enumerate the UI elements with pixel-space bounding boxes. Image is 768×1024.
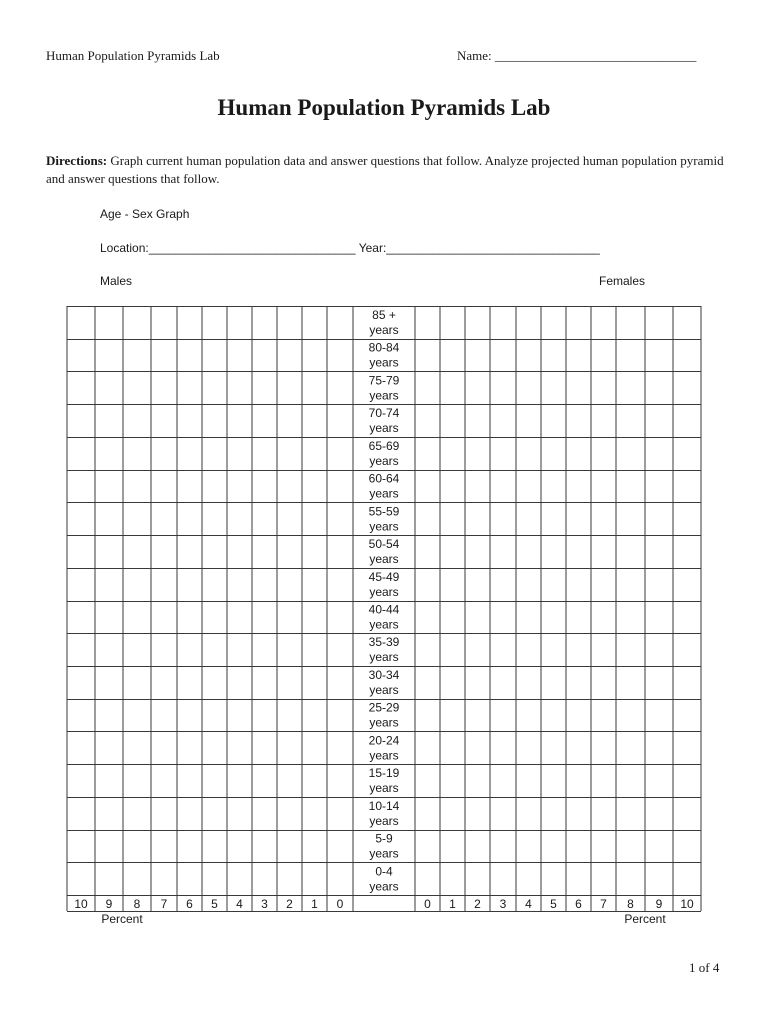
age-group-label: 50-54 [368,537,400,552]
age-group-label: 55-59 [368,504,400,519]
directions-label: Directions: [46,153,108,168]
age-group-years-label: years [369,552,399,567]
female-axis-tick-label: 0 [424,897,431,911]
age-group-years-label: years [369,650,399,665]
age-group-label: 5-9 [375,831,393,846]
age-group-label: 75-79 [368,373,400,388]
female-axis-tick-label: 4 [525,897,532,911]
age-group-years-label: years [369,453,399,468]
percent-label-right: Percent [624,912,666,926]
male-axis-tick-label: 1 [311,897,318,911]
age-group-label: 65-69 [368,438,400,453]
age-group-label: 85 + [372,308,396,322]
age-group-years-label: years [369,617,399,632]
age-group-years-label: years [369,682,399,697]
age-group-years-label: years [369,421,399,436]
female-axis-tick-label: 10 [680,897,694,911]
age-group-years-label: years [369,323,399,337]
male-axis-tick-label: 3 [261,897,268,911]
age-group-years-label: years [369,813,399,828]
percent-label-left: Percent [101,912,143,926]
female-axis-tick-label: 2 [474,897,481,911]
age-group-label: 70-74 [368,406,400,421]
female-axis-tick-label: 9 [655,897,663,911]
male-axis-tick-label: 10 [74,897,88,911]
age-group-label: 25-29 [368,700,400,715]
age-group-years-label: years [369,388,399,403]
age-group-years-label: years [369,748,399,763]
female-axis-tick-label: 6 [575,897,582,911]
age-group-years-label: years [369,584,399,599]
female-axis-tick-label: 3 [499,897,507,911]
male-axis-tick-label: 7 [160,897,168,911]
males-label: Males [100,274,133,288]
directions-text: Graph current human population data and answer questions that follow. Analyze projected human population pyramid and answer questions that follow. [46,153,724,186]
age-group-years-label: years [369,355,399,370]
male-axis-tick-label: 8 [133,897,141,911]
graph-title: Age - Sex Graph [100,207,190,221]
age-group-label: 40-44 [368,602,400,617]
females-label: Females [599,274,646,288]
age-group-years-label: years [369,846,399,861]
male-axis-tick-label: 5 [211,897,218,911]
female-axis-tick-label: 1 [449,897,456,911]
page-title: Human Population Pyramids Lab [217,95,551,120]
male-axis-tick-label: 6 [186,897,193,911]
male-axis-tick-label: 9 [105,897,113,911]
age-group-years-label: years [369,781,399,796]
female-axis-tick-label: 8 [627,897,634,911]
age-group-years-label: years [369,486,399,501]
age-group-label: 10-14 [368,798,400,813]
age-group-years-label: years [369,879,399,894]
location-year-line: Location:_______________________________ Year:________________________________ [100,241,600,255]
female-axis-tick-label: 7 [600,897,607,911]
age-group-label: 45-49 [368,569,400,584]
age-group-label: 30-34 [368,667,400,682]
female-axis-tick-label: 5 [550,897,557,911]
age-group-label: 0-4 [375,864,393,879]
age-group-label: 15-19 [368,766,400,781]
name-field-label: Name: _______________________________ [457,48,697,63]
male-axis-tick-label: 0 [336,897,344,911]
male-axis-tick-label: 2 [286,897,293,911]
header-title: Human Population Pyramids Lab [46,48,220,63]
page-number: 1 of 4 [689,960,720,975]
age-group-label: 80-84 [368,340,400,355]
age-group-label: 60-64 [368,471,400,486]
age-group-years-label: years [369,519,399,534]
age-group-label: 35-39 [368,635,400,650]
male-axis-tick-label: 4 [236,897,243,911]
age-group-label: 20-24 [368,733,400,748]
age-group-years-label: years [369,715,399,730]
